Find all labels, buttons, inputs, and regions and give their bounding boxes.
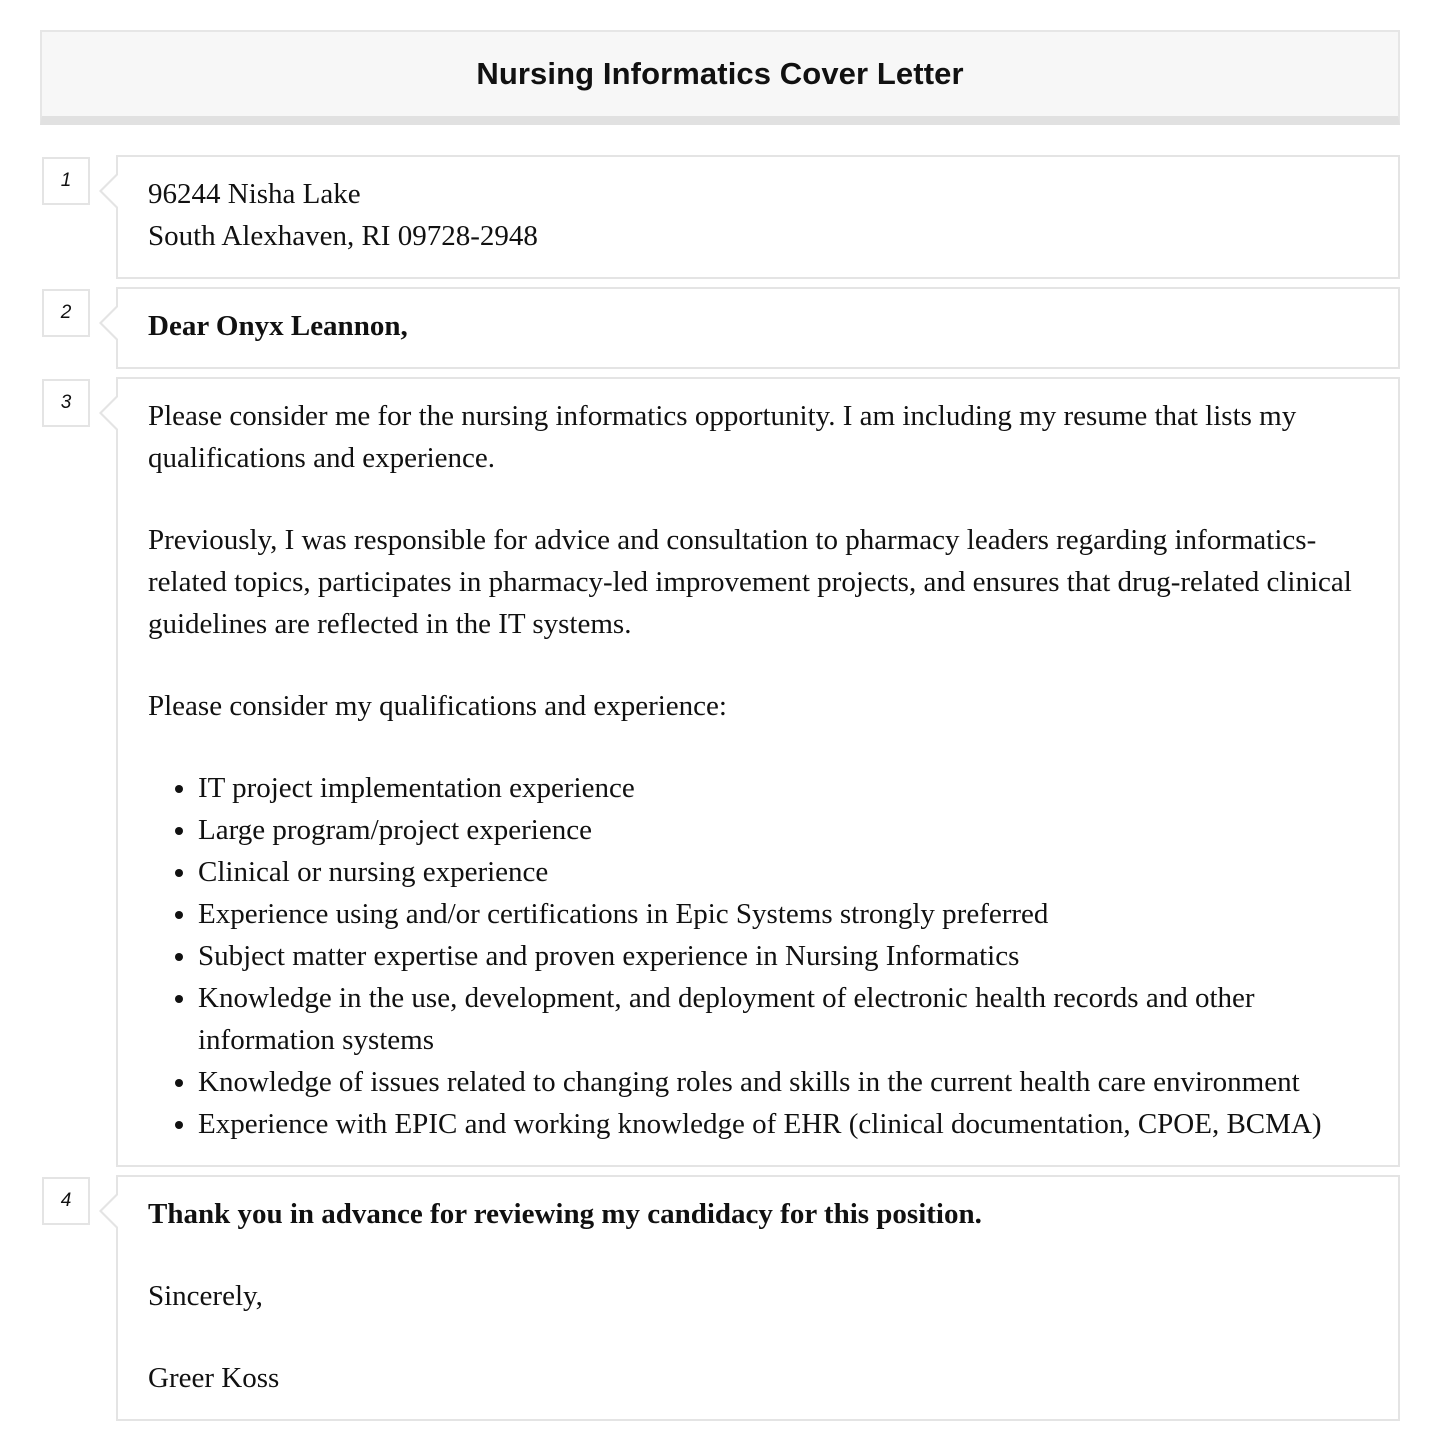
intro-paragraph: Please consider me for the nursing informatics opportunity. I am including my resume that lists my qualifications and experience. [148,400,1297,474]
section-number: 1 [42,157,90,205]
signature-name: Greer Koss [148,1362,280,1394]
thank-you-line: Thank you in advance for reviewing my candidacy for this position. [148,1198,982,1230]
qualifications-lead-in: Please consider my qualifications and experience: [148,690,727,722]
list-item: • Experience using and/or certifications in Epic Systems strongly preferred [198,893,1378,935]
document-header [40,30,1400,125]
closing-line: Sincerely, [148,1280,263,1312]
section-number: 2 [42,289,90,337]
list-item: • Knowledge in the use, development, and deployment of electronic health records and other information systems [198,977,1378,1061]
qualifications-list [148,767,1378,1145]
salutation: Dear Onyx Leannon, [148,310,408,342]
list-item: • Clinical or nursing experience [198,851,1378,893]
section-number: 4 [42,1177,90,1225]
list-item: • Large program/project experience [198,809,1378,851]
previous-experience-paragraph: Previously, I was responsible for advice and consultation to pharmacy leaders regarding informatics-related topics, participates in pharmacy-led improvement projects, and ensures that drug-related clinical guidelines are reflected in the IT systems. [148,524,1352,640]
address-card [116,155,1400,279]
salutation-card [116,287,1400,369]
address-line-2: South Alexhaven, RI 09728-2948 [148,220,538,252]
page-title: Nursing Informatics Cover Letter [476,56,964,91]
list-item: • Experience with EPIC and working knowledge of EHR (clinical documentation, CPOE, BCMA) [198,1103,1378,1145]
list-item: • Knowledge of issues related to changing roles and skills in the current health care environment [198,1061,1378,1103]
section-number: 3 [42,379,90,427]
body-card [116,377,1400,1167]
list-item: • Subject matter expertise and proven experience in Nursing Informatics [198,935,1378,977]
address-line-1: 96244 Nisha Lake [148,178,361,210]
list-item: • IT project implementation experience [198,767,1378,809]
closing-card [116,1175,1400,1421]
